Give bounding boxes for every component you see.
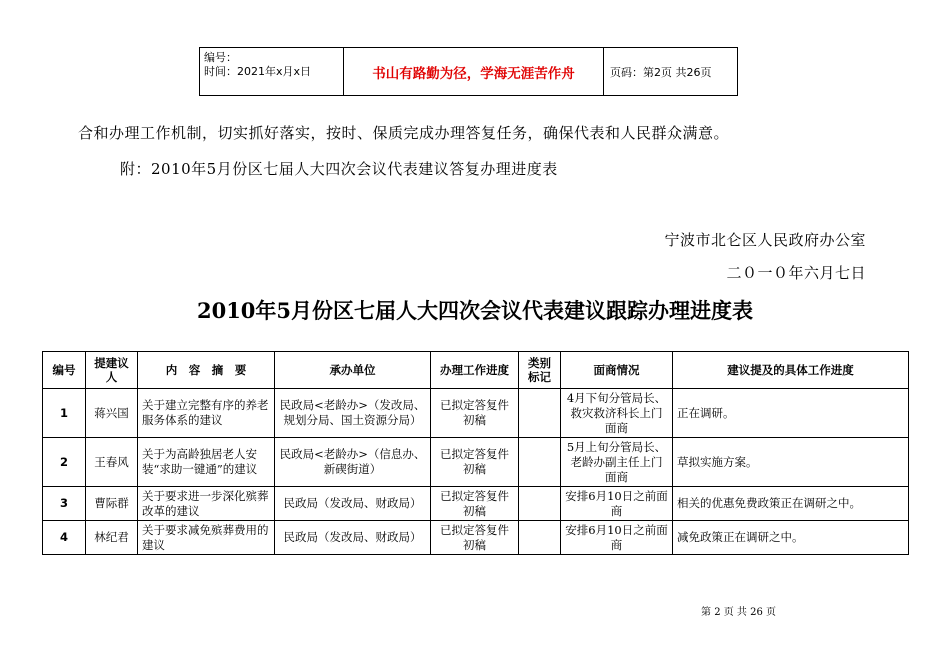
header-meeting: 面商情况 <box>561 352 673 389</box>
header-category: 类别标记 <box>519 352 561 389</box>
cell-content: 关于要求减免殡葬费用的建议 <box>138 521 275 555</box>
signer-date: 二０一０年六月七日 <box>726 264 866 282</box>
cell-meeting: 5月上旬分管局长、老龄办副主任上门面商 <box>561 438 673 487</box>
cell-proposer: 蒋兴国 <box>86 389 138 438</box>
cell-proposer: 王春风 <box>86 438 138 487</box>
cell-status: 已拟定答复件初稿 <box>431 521 519 555</box>
cell-unit: 民政局（发改局、财政局） <box>275 521 431 555</box>
table-row <box>43 438 909 487</box>
table-row <box>43 521 909 555</box>
header-unit: 承办单位 <box>275 352 431 389</box>
cell-proposer: 林纪君 <box>86 521 138 555</box>
cell-unit: 民政局<老龄办>（发改局、规划分局、国土资源分局） <box>275 389 431 438</box>
cell-meeting: 安排6月10日之前面商 <box>561 487 673 521</box>
cell-progress: 减免政策正在调研之中。 <box>673 521 909 555</box>
table-row <box>43 389 909 438</box>
page-footer: 第 2 页 共 26 页 <box>701 607 776 618</box>
cell-status: 已拟定答复件初稿 <box>431 438 519 487</box>
cell-progress: 正在调研。 <box>673 389 909 438</box>
header-page-label: 页码：第2页 共26页 <box>610 65 712 79</box>
cell-meeting: 4月下旬分管局长、救灾救济科长上门面商 <box>561 389 673 438</box>
body-paragraph: 合和办理工作机制，切实抓好落实，按时、保质完成办理答复任务，确保代表和人民群众满意。 <box>78 124 730 142</box>
cell-status: 已拟定答复件初稿 <box>431 487 519 521</box>
header-info-cell <box>200 48 344 95</box>
cell-no: 4 <box>43 521 86 555</box>
table-row <box>43 487 909 521</box>
table-header-row <box>43 352 909 389</box>
cell-content: 关于为高龄独居老人安装“求助一键通”的建议 <box>138 438 275 487</box>
header-code-label: 编号： <box>204 51 237 64</box>
cell-content: 关于要求进一步深化殡葬改革的建议 <box>138 487 275 521</box>
header-motto: 书山有路勤为径，学海无涯苦作舟 <box>344 48 604 95</box>
cell-progress: 相关的优惠免费政策正在调研之中。 <box>673 487 909 521</box>
cell-proposer: 曹际群 <box>86 487 138 521</box>
signer-org: 宁波市北仑区人民政府办公室 <box>664 231 866 249</box>
cell-status: 已拟定答复件初稿 <box>431 389 519 438</box>
cell-no: 3 <box>43 487 86 521</box>
cell-unit: 民政局<老龄办>（信息办、新碶街道） <box>275 438 431 487</box>
cell-category <box>519 438 561 487</box>
table-title: 2010年5月份区七届人大四次会议代表建议跟踪办理进度表 <box>196 298 754 323</box>
cell-no: 2 <box>43 438 86 487</box>
header-progress: 建议提及的具体工作进度 <box>673 352 909 389</box>
cell-category <box>519 487 561 521</box>
cell-category <box>519 389 561 438</box>
header-content: 内 容 摘 要 <box>138 352 275 389</box>
cell-no: 1 <box>43 389 86 438</box>
attachment-line: 附：2010年5月份区七届人大四次会议代表建议答复办理进度表 <box>120 160 558 178</box>
progress-table <box>42 351 909 555</box>
header-status: 办理工作进度 <box>431 352 519 389</box>
header-time-label: 时间：2021年x月x日 <box>204 65 312 78</box>
page-header-box <box>199 47 738 96</box>
cell-meeting: 安排6月10日之前面商 <box>561 521 673 555</box>
header-no: 编号 <box>43 352 86 389</box>
cell-progress: 草拟实施方案。 <box>673 438 909 487</box>
cell-unit: 民政局（发改局、财政局） <box>275 487 431 521</box>
header-proposer: 提建议人 <box>86 352 138 389</box>
cell-category <box>519 521 561 555</box>
cell-content: 关于建立完整有序的养老服务体系的建议 <box>138 389 275 438</box>
